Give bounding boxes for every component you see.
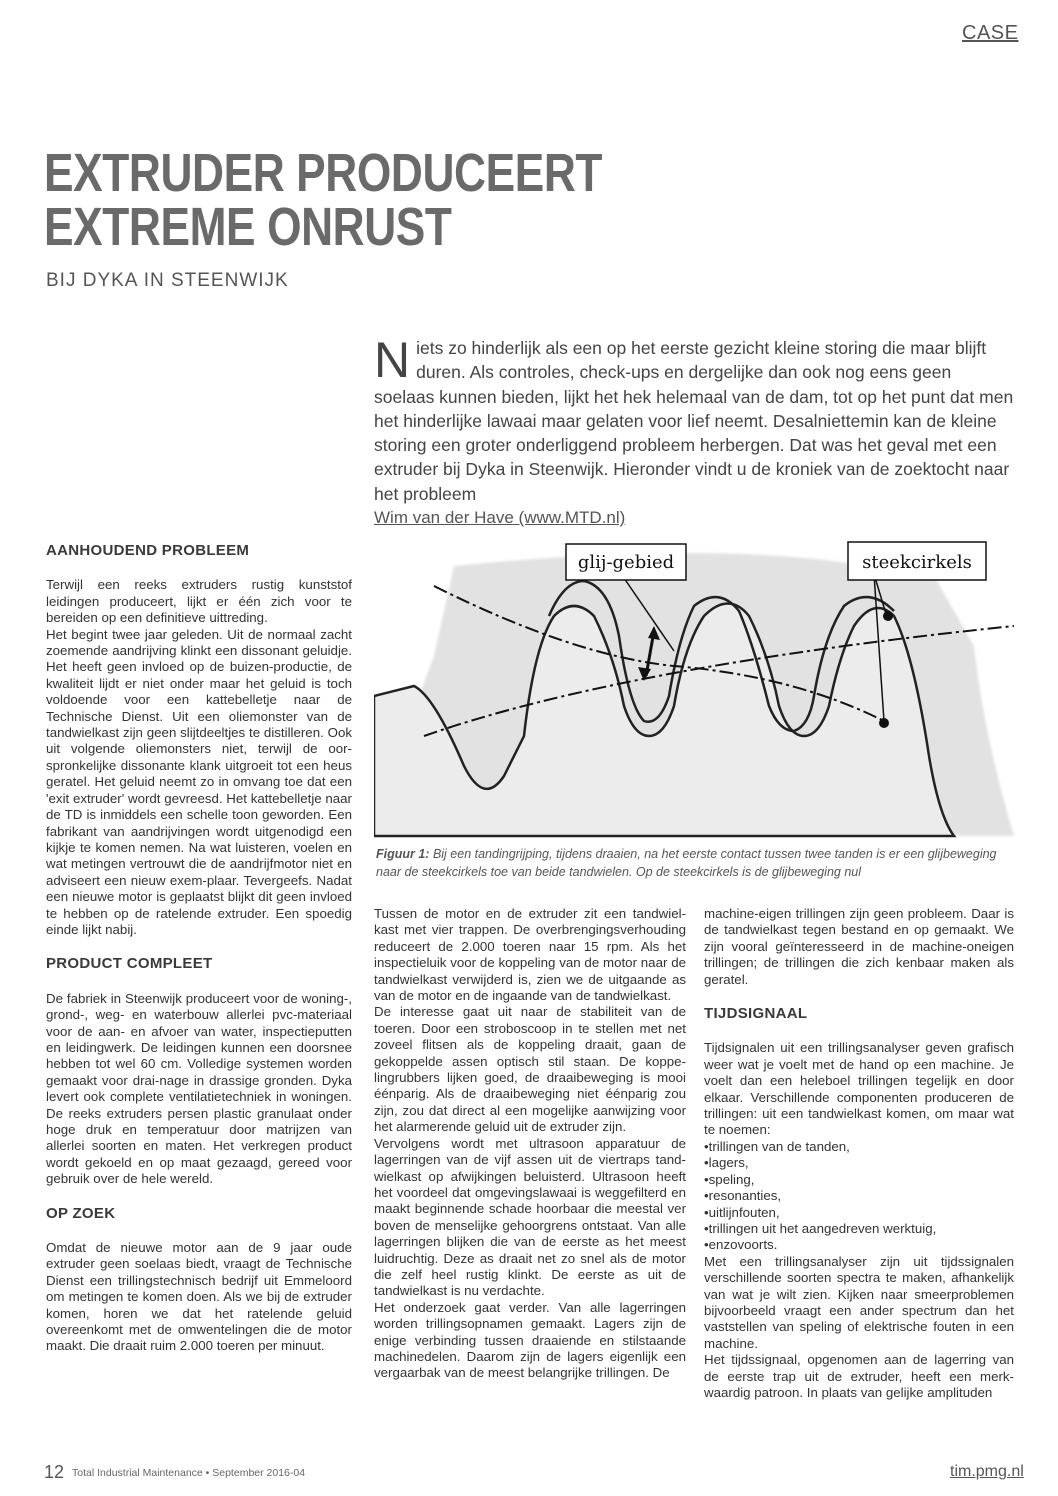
- column-1: [46, 543, 352, 1355]
- col2-paragraph: Tussen de motor en de extruder zit een tandwiel-kast met vier trappen. De overbrengingsverhouding reduceert de 2.000 toeren naar 15 rpm. Als het inspectieluik voor de koppeling van de motor naar de tandwielkast verwijderd is, zien we de uitgaande as van de motor en de ingaande van de tandwielkast.: [374, 906, 686, 1004]
- heading-product-compleet: PRODUCT COMPLEET: [46, 955, 213, 973]
- list-item: • speling,: [704, 1172, 1014, 1188]
- list-item: • enzovoorts.: [704, 1237, 1014, 1253]
- title-line-2: EXTREME ONRUST: [44, 197, 452, 257]
- col1-paragraph: Omdat de nieuwe motor aan de 9 jaar oude extruder geen soelaas biedt, vraagt de Technische Dienst een trillingstechnisch bedrijf uit Emmeloord om metingen te komen doen. Als we bij de extruder komen, horen we dat het ratelende geluid overeenkomt met de omwentelingen die de motor maakt. Die draait ruim 2.000 toeren per minuut.: [46, 1240, 352, 1354]
- col3-paragraph: Met een trillingsanalyser zijn uit tijdssignalen verschillende soorten spectra te maken, afhankelijk van wat je wilt zien. Kijken naar smeerproblemen bijvoorbeeld vraagt een ander spectrum dan het vaststellen van speling of elektrische fouten in een machine.: [704, 1253, 1014, 1351]
- list-item: • lagers,: [704, 1155, 1014, 1171]
- intro-dropcap: N: [374, 332, 411, 388]
- col2-paragraph: Het onderzoek gaat verder. Van alle lagerringen worden trillingsopnamen gemaakt. Lagers zijn de enige verbinding tussen draaiende en stilstaande machinedelen. Daarom zijn de lagers eigenlijk een vergaarbak van de meest belangrijke trillingen. De: [374, 1299, 686, 1381]
- page-number: 12: [44, 1462, 65, 1482]
- gear-mesh-figure: [374, 536, 1022, 842]
- steek-label: steekcirkels: [862, 552, 972, 573]
- col2-paragraph: Vervolgens wordt met ultrasoon apparatuur de lagerringen van de vijf assen uit de viertraps tand-wielkast op afwijkingen beluisterd. Ultrasoon heeft het voordeel dat omgevingslawaai is weggefilterd en maakt beginnende schade hoorbaar die meestal ver boven de menselijke gehoorgrens ontstaat. Van alle lagerringen blijken die van de eerste as het meest luidruchtig. Deze as draait net zo snel als de motor die zelf heel rustig klinkt. De eerste as uit de tandwielkast is nu verdachte.: [374, 1135, 686, 1299]
- article-subtitle: BIJ DYKA IN STEENWIJK: [46, 270, 289, 291]
- footer-url-link[interactable]: tim.pmg.nl: [950, 1463, 1024, 1480]
- col1-paragraph: Terwijl een reeks extruders rustig kunststof leidingen produceert, lijkt er één zich voor te bereiden op een definitieve uittreding.: [46, 577, 352, 626]
- title-line-1: EXTRUDER PRODUCEERT: [44, 143, 603, 203]
- col1-paragraph: Het begint twee jaar geleden. Uit de normaal zacht zoemende aandrijving klinkt een dissonant geluidje. Het heeft geen invloed op de buizen-productie, de kwaliteit lijdt er niet onder maar het geluid is toch voldoende voor een kattebelletje naar de Technische Dienst. Uit een oliemonster van de tandwielkast zijn geen slijtdeeltjes te distilleren. Ook uit volgende oliemonsters niet, terwijl de oor-spronkelijke dissonante klank uitgroeit tot een heus geratel. Het geluid neemt zo in omvang toe dat een 'exit extruder' wordt gevreesd. Het kattebelletje naar de TD is inmiddels een schelle toon geworden. Een fabrikant van aandrijvingen wordt uitgenodigd een kijkje te komen nemen. Na wat luisteren, voelen en wat metingen vertrouwt die de aandrijfmotor niet en adviseert een nieuw exem-plaar. Tevergeefs. Nadat een nieuwe motor is geplaatst blijkt dit geen invloed te hebben op de ratelende extruder. Een spoedig einde lijkt nabij.: [46, 626, 352, 937]
- column-2: [374, 906, 686, 1382]
- col1-paragraph: De fabriek in Steenwijk produceert voor de woning-, grond-, weg- en waterbouw allerlei pvc-materiaal voor de aan- en afvoer van water, inspectieputten en leidingwerk. De leidingen kunnen een doorsnee hebben tot wel 60 cm. Volledige systemen worden gemaakt voor drai-nage in drassige gronden. Dyka levert ook complete ventilatietechniek in woningen. De reeks extruders persen plastic granulaat onder hoge druk en temperatuur door matrijzen van allerlei soorten en maten. Het verkregen product wordt gekoeld en op maat gezaagd, gereed voor gebruik over de hele wereld.: [46, 990, 352, 1187]
- list-item: • uitlijnfouten,: [704, 1205, 1014, 1221]
- pitch-point-lower: [879, 718, 889, 728]
- section-label: CASE: [962, 22, 1019, 44]
- heading-aanhoudend-probleem: AANHOUDEND PROBLEEM: [46, 542, 250, 559]
- article-intro: [374, 332, 1014, 506]
- caption-prefix: Figuur 1:: [376, 847, 430, 861]
- list-item: • trillingen uit het aangedreven werktuig,: [704, 1221, 1014, 1237]
- heading-tijdsignaal: TIJDSIGNAAL: [704, 1005, 808, 1023]
- article-title: [44, 143, 603, 257]
- pitch-point-upper: [883, 611, 893, 621]
- figure-caption: [376, 845, 1016, 881]
- col3-paragraph: Het tijdssignaal, opgenomen aan de lagerring van de eerste trap uit de extruder, heeft een merk-waardig patroon. In plaats van gelijke amplituden: [704, 1352, 1014, 1400]
- heading-op-zoek: OP ZOEK: [46, 1204, 116, 1222]
- col3-paragraph: machine-eigen trillingen zijn geen probleem. Daar is de tandwielkast tegen bestand en op gemaakt. We zijn vooral geïnteresseerd in de machine-oneigen trillingen; de trillingen die zich kenbaar maken als geratel.: [704, 906, 1014, 987]
- list-item: • resonanties,: [704, 1188, 1014, 1204]
- publication-info: Total Industrial Maintenance • September 2016-04: [72, 1467, 306, 1479]
- column-3: [704, 906, 1014, 1401]
- vibration-source-list: [704, 1139, 1014, 1254]
- col3-paragraph: Tijdsignalen uit een trillingsanalyser geven grafisch weer wat je voelt met de hand op een machine. Je voelt dan een heleboel trillingen tegelijk en door elkaar. Verschillende componenten produceren de trillingen: uit een tandwielkast komen, om maar wat te noemen:: [704, 1040, 1014, 1138]
- list-item: • trillingen van de tanden,: [704, 1139, 1014, 1155]
- author-byline[interactable]: Wim van der Have (www.MTD.nl): [374, 508, 626, 527]
- caption-text: Bij een tandingrijping, tijdens draaien, na het eerste contact tussen twee tanden is er een glijbeweging naar de steekcirkels toe van beide tandwielen. Op de steekcirkels is de glijbeweging nul: [376, 847, 997, 879]
- intro-text: iets zo hinderlijk als een op het eerste gezicht kleine storing die maar blijft duren. Als controles, check-ups en dergelijke dan ook nog eens geen soelaas kunnen bieden, lijkt het hek helemaal van de dam, tot op het punt dat men het hinderlijke lawaai maar gelaten voor lief neemt. Desalniettemin kan de kleine storing een groter onderliggend probleem herbergen. Dat was het geval met een extruder bij Dyka in Steenwijk. Hieronder vindt u de kroniek van de zoektocht naar het probleem: [374, 338, 1014, 504]
- col2-paragraph: De interesse gaat uit naar de stabiliteit van de toeren. Door een stroboscoop in te stellen met net zoveel flitsen als de koppeling draait, gaan de gekoppelde assen optisch stil staan. De koppe-lingrubbers lijken goed, de draaibeweging is mooi éénparig. Als de draaibeweging niet éénparig zou zijn, zou dat direct al een mogelijke aanwijzing voor het alarmerende geluid uit de extruder zijn.: [374, 1004, 686, 1135]
- glij-label: glij-gebied: [577, 552, 675, 573]
